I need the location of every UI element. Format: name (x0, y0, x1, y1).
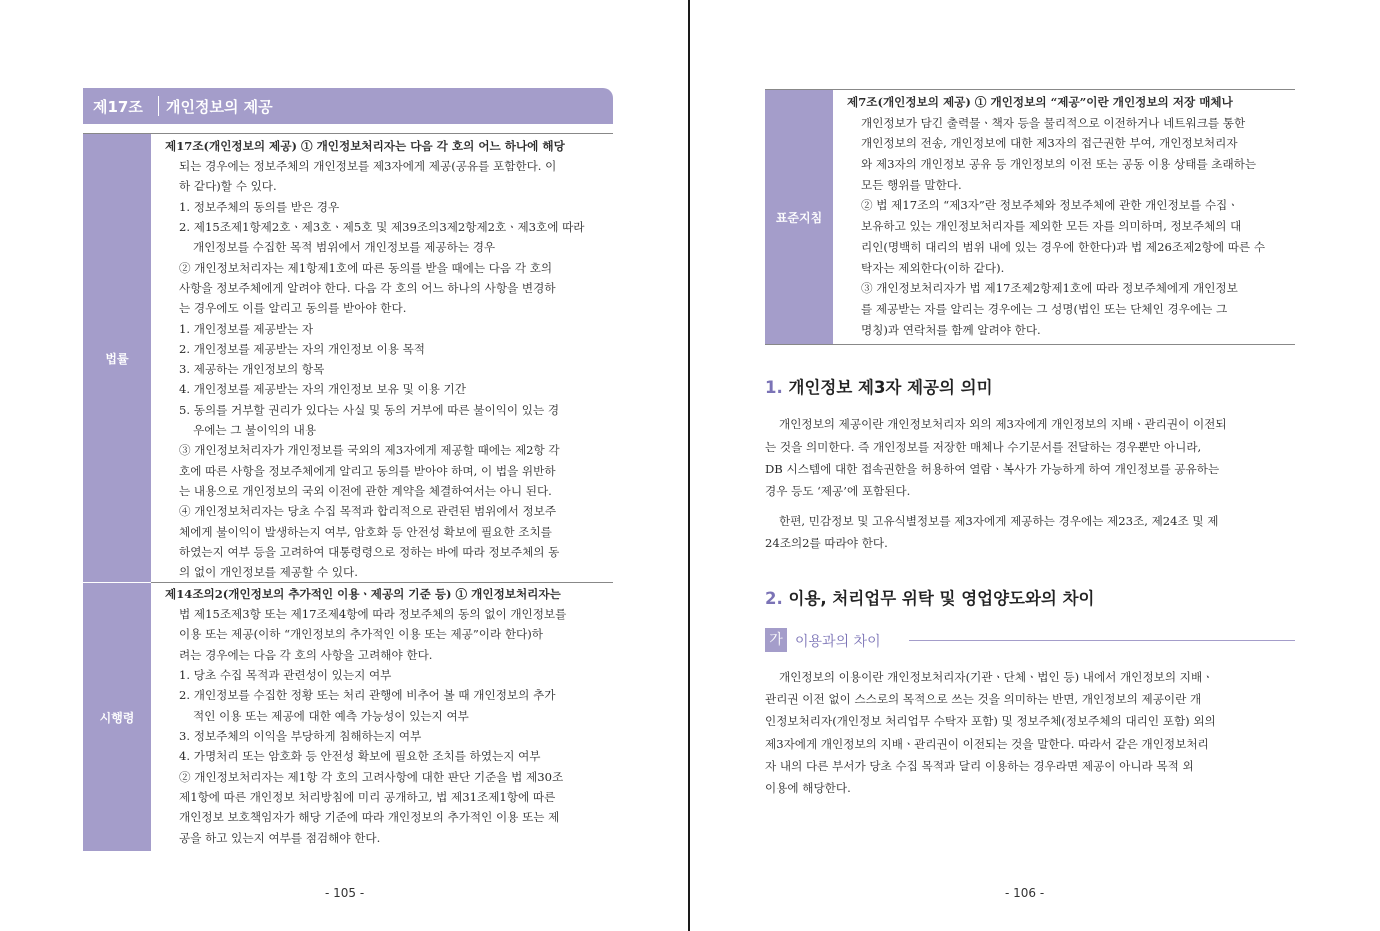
decree-line: 공을 하고 있는지 여부를 점검해야 한다. (179, 831, 381, 845)
law-line: 하였는지 여부 등을 고려하여 대통령령으로 정하는 바에 따라 정보주체의 동 (179, 545, 560, 559)
law-line: 우에는 그 불이익의 내용 (193, 423, 317, 437)
section-2-title: 이용, 처리업무 위탁 및 영업양도와의 차이 (788, 589, 1095, 608)
paragraph: 개인정보의 제공이란 개인정보처리자 외의 제3자에게 개인정보의 지배ㆍ관리권이 이전되 (779, 417, 1227, 431)
paragraph: 관리권 이전 없이 스스로의 목적으로 쓰는 것을 의미하는 반면, 개인정보의 제공이란 개 (765, 692, 1202, 706)
decree-line: 개인정보 보호책임자가 해당 기준에 따라 개인정보의 추가적인 이용 또는 제 (179, 810, 560, 824)
guideline-line: 탁자는 제외한다(이하 같다). (861, 261, 1005, 275)
decree-line: ② 개인정보처리자는 제1항 각 호의 고려사항에 대한 판단 기준을 법 제30조 (179, 770, 564, 784)
article-header (83, 88, 613, 124)
law-line: 3. 제공하는 개인정보의 항목 (179, 362, 325, 376)
guideline-line: 를 제공받는 자를 알리는 경우에는 그 성명(법인 또는 단체인 경우에는 그 (861, 302, 1228, 316)
law-line: ③ 개인정보처리자가 개인정보를 국외의 제3자에게 제공할 때에는 제2항 각 (179, 443, 560, 457)
paragraph: 한편, 민감정보 및 고유식별정보를 제3자에게 제공하는 경우에는 제23조, 제24조 및 제 (779, 514, 1219, 528)
guideline-line: 보유하고 있는 개인정보처리자를 제외한 모든 자를 의미하며, 정보주체의 대 (861, 219, 1242, 233)
decree-line: 이용 또는 제공(이하 “개인정보의 추가적인 이용 또는 제공”이라 한다)하 (179, 627, 543, 641)
guideline-line: 와 제3자의 개인정보 공유 등 개인정보의 이전 또는 공동 이용 상태를 초래하는 (861, 157, 1257, 171)
row-label-decree: 시행령 (83, 583, 151, 851)
guideline-line: 개인정보가 담긴 출력물ㆍ책자 등을 물리적으로 이전하거나 네트워크를 통한 (861, 116, 1246, 130)
section-1-heading (765, 374, 993, 398)
subsection-rule (909, 640, 1295, 641)
paragraph: 경우 등도 ‘제공’에 포함된다. (765, 484, 911, 498)
law-line: 4. 개인정보를 제공받는 자의 개인정보 보유 및 이용 기간 (179, 382, 466, 396)
law-line: 2. 제15조제1항제2호ㆍ제3호ㆍ제5호 및 제39조의3제2항제2호ㆍ제3호에 따라 (179, 220, 585, 234)
paragraph: 자 내의 다른 부서가 당초 수집 목적과 달리 이용하는 경우라면 제공이 아니라 목적 외 (765, 759, 1194, 773)
decree-line: 적인 이용 또는 제공에 대한 예측 가능성이 있는지 여부 (193, 709, 469, 723)
guideline-line: 리인(명백히 대리의 범위 내에 있는 경우에 한한다)과 법 제26조제2항에 따른 수 (861, 240, 1266, 254)
guideline-table (765, 89, 1295, 345)
right-page (691, 0, 1380, 931)
row-decree (83, 583, 613, 851)
section-2-heading (765, 585, 1094, 609)
decree-line: 제14조의2(개인정보의 추가적인 이용ㆍ제공의 기준 등) ① 개인정보처리자는 (165, 587, 561, 601)
row-guideline (765, 90, 1295, 344)
law-line: ④ 개인정보처리자는 당초 수집 목적과 합리적으로 관련된 범위에서 정보주 (179, 504, 557, 518)
subsection-mark: 가 (765, 628, 787, 652)
subsection-heading (765, 628, 1295, 652)
row-label-guideline: 표준지침 (765, 90, 833, 344)
law-line: 사항을 정보주체에게 알려야 한다. 다음 각 호의 어느 하나의 사항을 변경하 (179, 281, 556, 295)
guideline-line: 모든 행위를 말한다. (861, 178, 962, 192)
law-line: 1. 정보주체의 동의를 받은 경우 (179, 200, 340, 214)
law-line: 호에 따른 사항을 정보주체에게 알리고 동의를 받아야 하며, 이 법을 위반하 (179, 464, 556, 478)
law-line: ② 개인정보처리자는 제1항제1호에 따른 동의를 받을 때에는 다음 각 호의 (179, 261, 553, 275)
law-line: 체에게 불이익이 발생하는지 여부, 암호화 등 안전성 확보에 필요한 조치를 (179, 525, 552, 539)
law-line: 5. 동의를 거부할 권리가 있다는 사실 및 동의 거부에 따른 불이익이 있는 경 (179, 403, 560, 417)
section-1-title: 개인정보 제3자 제공의 의미 (788, 378, 993, 397)
law-line: 제17조(개인정보의 제공) ① 개인정보처리자는 다음 각 호의 어느 하나에 해당 (165, 139, 565, 153)
paragraph: 는 것을 의미한다. 즉 개인정보를 저장한 매체나 수기문서를 전달하는 경우뿐만 아니라, (765, 440, 1202, 454)
article-title: 개인정보의 제공 (166, 98, 273, 116)
subsection-title: 이용과의 차이 (795, 634, 881, 650)
header-divider (158, 96, 159, 116)
law-line: 개인정보를 수집한 목적 범위에서 개인정보를 제공하는 경우 (193, 240, 496, 254)
section-2-number: 2. (765, 589, 783, 608)
decree-line: 법 제15조제3항 또는 제17조제4항에 따라 정보주체의 동의 없이 개인정보를 (179, 607, 567, 621)
guideline-line: 명칭)과 연락처를 함께 알려야 한다. (861, 323, 1041, 337)
guideline-line: ③ 개인정보처리자가 법 제17조제2항제1호에 따라 정보주체에게 개인정보 (861, 281, 1238, 295)
paragraph: 개인정보의 이용이란 개인정보처리자(기관ㆍ단체ㆍ법인 등) 내에서 개인정보의 지배ㆍ (779, 670, 1214, 684)
book-spine (688, 0, 690, 931)
page-number: - 105 - (325, 886, 365, 900)
row-label-law: 법률 (83, 134, 151, 582)
paragraph: 제3자에게 개인정보의 지배ㆍ관리권이 이전되는 것을 말한다. 따라서 같은 개인정보처리 (765, 737, 1209, 751)
paragraph: DB 시스템에 대한 접속권한을 허용하여 열람ㆍ복사가 가능하게 하여 개인정보를 공유하는 (765, 462, 1220, 476)
guideline-line: 개인정보의 전송, 개인정보에 대한 제3자의 접근권한 부여, 개인정보처리자 (861, 136, 1238, 150)
decree-line: 려는 경우에는 다음 각 호의 사항을 고려해야 한다. (179, 648, 433, 662)
decree-line: 제1항에 따른 개인정보 처리방침에 미리 공개하고, 법 제31조제1항에 따른 (179, 790, 556, 804)
decree-line: 4. 가명처리 또는 암호화 등 안전성 확보에 필요한 조치를 하였는지 여부 (179, 749, 541, 763)
decree-line: 1. 당초 수집 목적과 관련성이 있는지 여부 (179, 668, 392, 682)
section-1-number: 1. (765, 378, 783, 397)
row-law (83, 134, 613, 582)
law-line: 는 경우에도 이를 알리고 동의를 받아야 한다. (179, 301, 407, 315)
law-line: 의 없이 개인정보를 제공할 수 있다. (179, 565, 358, 579)
law-line: 1. 개인정보를 제공받는 자 (179, 322, 314, 336)
paragraph: 24조의2를 따라야 한다. (765, 536, 888, 550)
law-line: 2. 개인정보를 제공받는 자의 개인정보 이용 목적 (179, 342, 425, 356)
paragraph: 이용에 해당한다. (765, 781, 851, 795)
guideline-line: 제7조(개인정보의 제공) ① 개인정보의 “제공”이란 개인정보의 저장 매체나 (847, 95, 1233, 109)
article-number: 제17조 (93, 98, 143, 116)
decree-line: 3. 정보주체의 이익을 부당하게 침해하는지 여부 (179, 729, 422, 743)
page-number: - 106 - (1005, 886, 1045, 900)
guideline-line: ② 법 제17조의 “제3자”란 정보주체와 정보주체에 관한 개인정보를 수집ㆍ (861, 198, 1239, 212)
law-table (83, 133, 613, 851)
paragraph: 인정보처리자(개인정보 처리업무 수탁자 포함) 및 정보주체(정보주체의 대리인 포함) 외의 (765, 714, 1216, 728)
law-line: 되는 경우에는 정보주체의 개인정보를 제3자에게 제공(공유를 포함한다. 이 (179, 159, 557, 173)
law-line: 하 같다)할 수 있다. (179, 179, 277, 193)
left-page (0, 0, 688, 931)
decree-line: 2. 개인정보를 수집한 정황 또는 처리 관행에 비추어 볼 때 개인정보의 추가 (179, 688, 556, 702)
law-line: 는 내용으로 개인정보의 국외 이전에 관한 계약을 체결하여서는 아니 된다. (179, 484, 552, 498)
